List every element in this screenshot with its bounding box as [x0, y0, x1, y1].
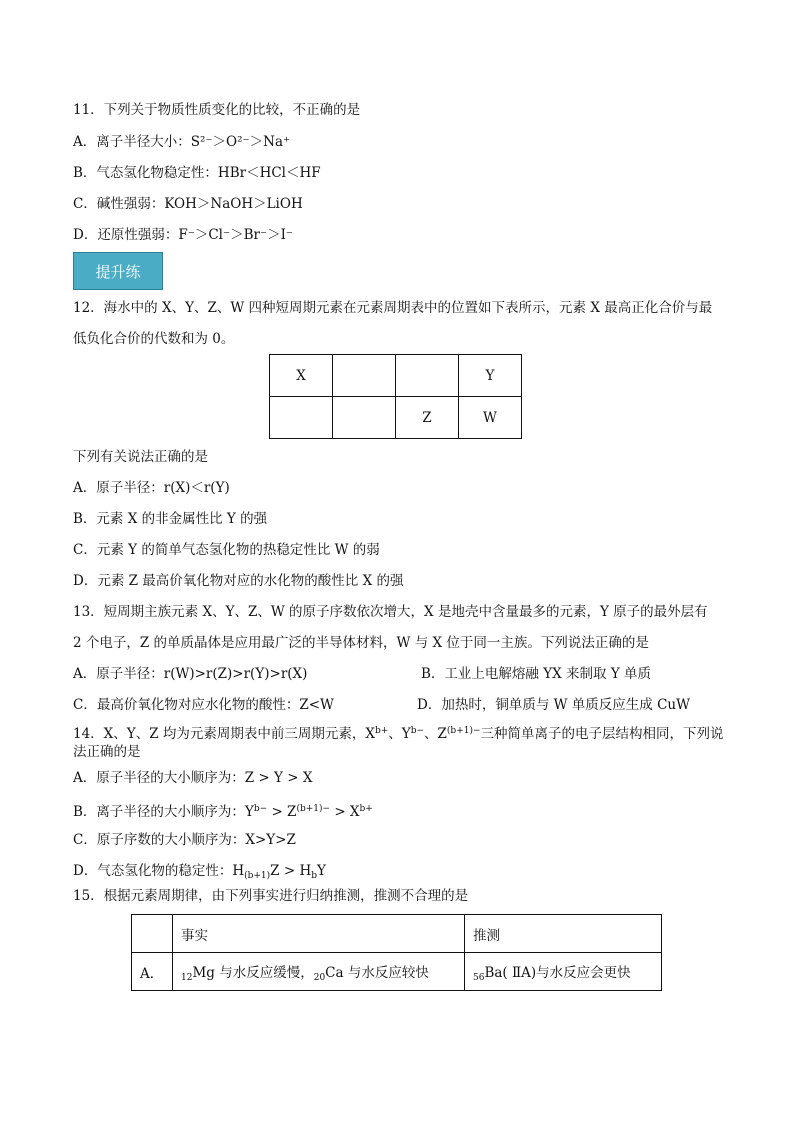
table-cell: Z	[396, 397, 459, 439]
q14-stem-line1: 14．X、Y、Z 均为元素周期表中前三周期元素，$X^{b+}$、$Y^{b-}$、$Z^{(b+1)-}$三种简单离子的电子层结构相同，下列说	[73, 726, 724, 742]
table-cell	[333, 397, 396, 439]
table-header-cell: 推测	[465, 915, 662, 953]
section-badge: 提升练	[73, 252, 163, 290]
table-cell: X	[270, 355, 333, 397]
table-cell: Y	[459, 355, 522, 397]
q13-option-c: C．最高价氧化物对应水化物的酸性：Z<W	[73, 697, 334, 713]
q12-option-c: C．元素 Y 的简单气态氢化物的热稳定性比 W 的弱	[73, 542, 380, 558]
q14-option-c: C．原子序数的大小顺序为：X>Y>Z	[73, 832, 296, 848]
q11-stem: 11．下列关于物质性质变化的比较，不正确的是	[73, 102, 361, 118]
table-header-cell	[132, 915, 173, 953]
table-header-cell: 事实	[173, 915, 465, 953]
q14-option-a: A．原子半径的大小顺序为：Z > Y > X	[73, 770, 313, 786]
inference-cell: $_{56}$Ba( ⅡA)与水反应会更快	[465, 953, 662, 991]
q11-option-a: A．离子半径大小：S²⁻＞O²⁻＞Na⁺	[73, 134, 291, 150]
q11-option-b: B．气态氢化物稳定性：HBr＜HCl＜HF	[73, 165, 321, 181]
q13-options-row1	[73, 665, 713, 683]
q15-stem: 15．根据元素周期律，由下列事实进行归纳推测，推测不合理的是	[73, 888, 469, 904]
table-row	[132, 953, 662, 991]
q12-option-d: D．元素 Z 最高价氧化物对应的水化物的酸性比 X 的强	[73, 573, 404, 589]
table-cell	[333, 355, 396, 397]
table-cell	[396, 355, 459, 397]
q13-stem-line2: 2 个电子，Z 的单质晶体是应用最广泛的半导体材料，W 与 X 位于同一主族。下列说法正确的是	[73, 635, 649, 651]
table-row	[270, 397, 522, 439]
q11-option-c: C．碱性强弱：KOH＞NaOH＞LiOH	[73, 196, 303, 212]
q13-option-d: D．加热时，铜单质与 W 单质反应生成 CuW	[417, 697, 690, 713]
periodic-position-table	[269, 354, 522, 439]
q13-option-b: B．工业上电解熔融 YX 来制取 Y 单质	[421, 666, 652, 682]
q11-option-d: D．还原性强弱：F⁻＞Cl⁻＞Br⁻＞I⁻	[73, 227, 294, 243]
table-header-row	[132, 915, 662, 953]
table-cell: W	[459, 397, 522, 439]
q13-option-a: A．原子半径：r(W)>r(Z)>r(Y)>r(X)	[73, 666, 308, 682]
q14-option-b: B．离子半径的大小顺序为：$Y^{b-} > Z^{(b+1)-} > X^{b+}$	[73, 804, 373, 820]
q12-stem-line1: 12．海水中的 X、Y、Z、W 四种短周期元素在元素周期表中的位置如下表所示，元素 X 最高正化合价与最	[73, 300, 713, 316]
fact-inference-table	[131, 914, 662, 991]
q12-option-b: B．元素 X 的非金属性比 Y 的强	[73, 511, 268, 527]
fact-cell: $_{12}$Mg 与水反应缓慢，$_{20}$Ca 与水反应较快	[173, 953, 465, 991]
q12-after-table: 下列有关说法正确的是	[73, 449, 208, 465]
q13-stem-line1: 13．短周期主族元素 X、Y、Z、W 的原子序数依次增大，X 是地壳中含量最多的元素，Y 原子的最外层有	[73, 604, 708, 620]
q13-options-row2	[73, 696, 713, 714]
table-cell	[270, 397, 333, 439]
row-label: A．	[132, 953, 173, 991]
q14-option-d: D．气态氢化物的稳定性：$H_{(b+1)}Z > H_bY$	[73, 863, 326, 881]
table-row	[270, 355, 522, 397]
q14-stem-line2: 法正确的是	[73, 744, 141, 760]
q12-stem-line2: 低负化合价的代数和为 0。	[73, 331, 235, 347]
q12-option-a: A．原子半径：r(X)＜r(Y)	[73, 480, 230, 496]
